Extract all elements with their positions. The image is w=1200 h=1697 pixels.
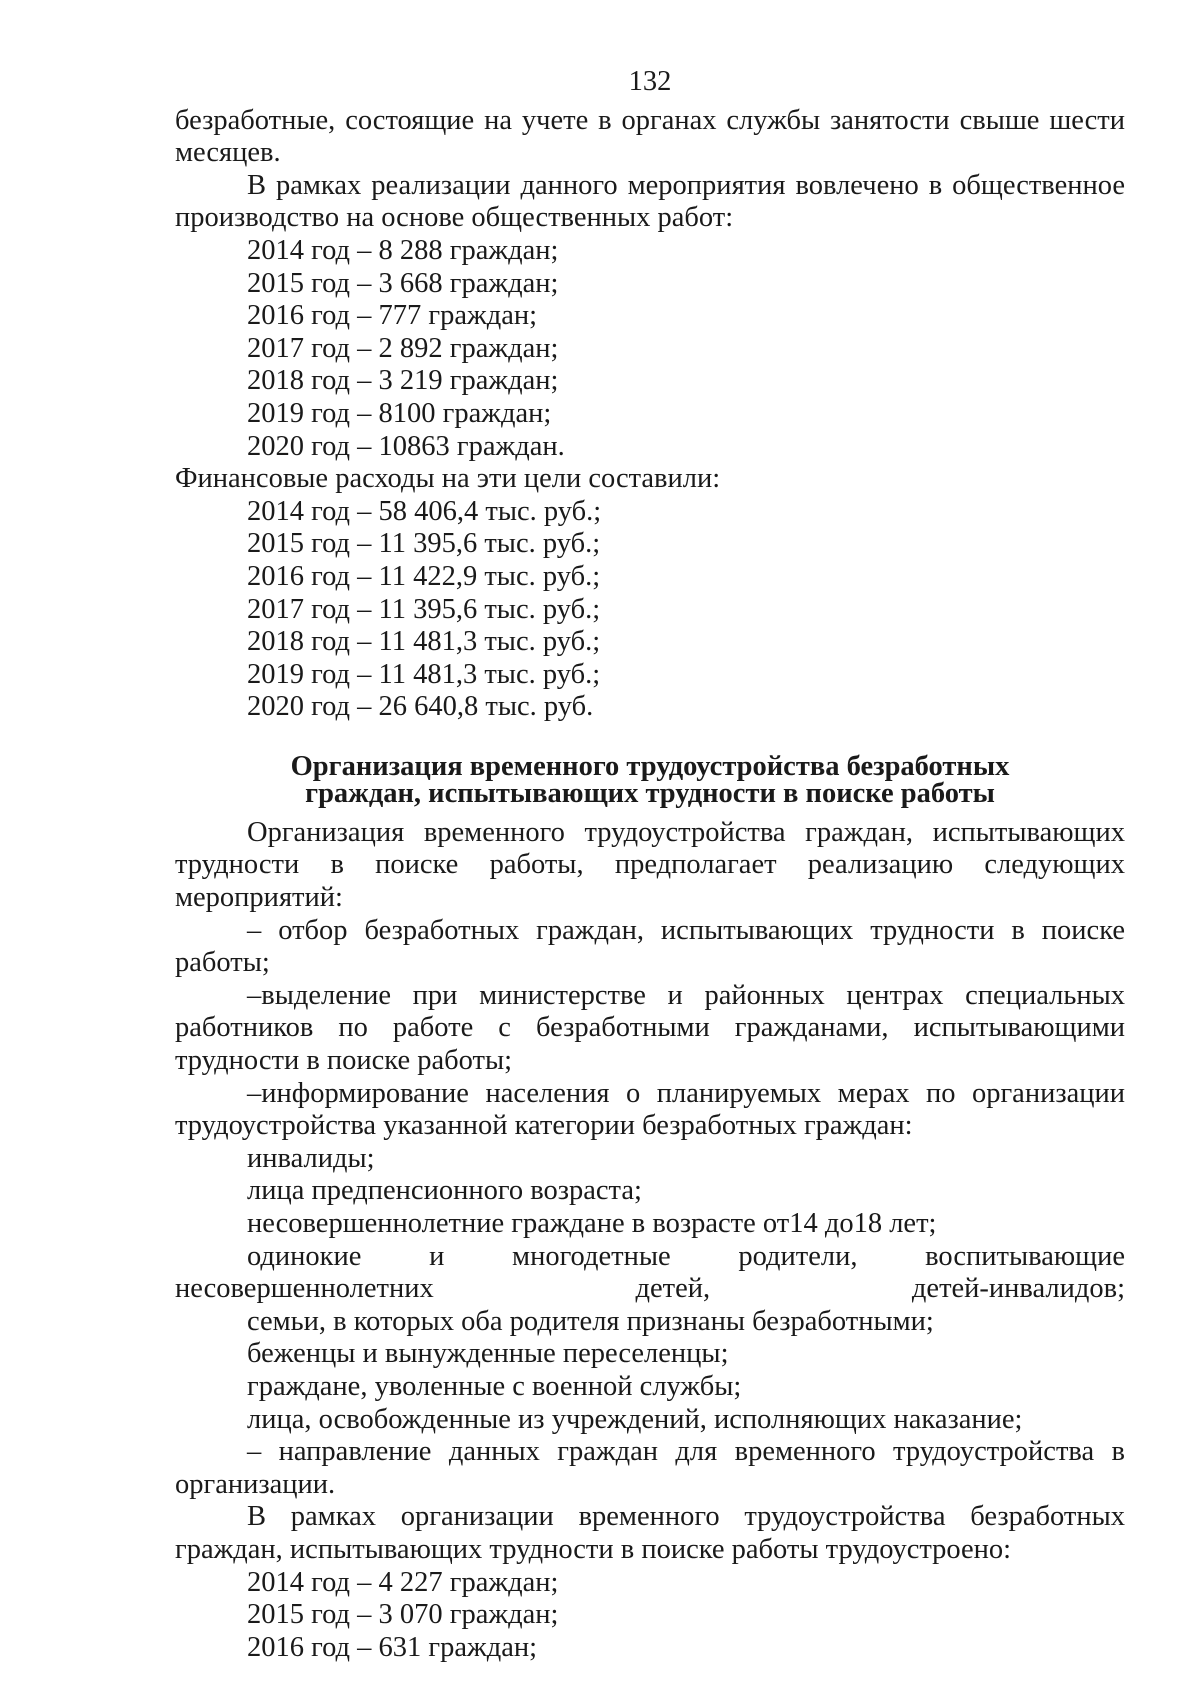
page-number: 132 bbox=[628, 66, 672, 97]
employed-paragraph: В рамках организации временного трудоустройства безработных граждан, испытывающих трудности в поиске работы трудоустроено: bbox=[175, 1501, 1125, 1565]
list-item: 2014 год – 4 227 граждан; bbox=[247, 1566, 559, 1598]
finance-heading: Финансовые расходы на эти цели составили: bbox=[175, 463, 721, 495]
section-heading-line-2: граждан, испытывающих трудности в поиске работы bbox=[305, 777, 995, 809]
list-item: инвалиды; bbox=[247, 1142, 375, 1174]
list-item: граждане, уволенные с военной службы; bbox=[247, 1370, 742, 1402]
list-item: 2014 год – 58 406,4 тыс. руб.; bbox=[247, 495, 602, 527]
bullet-informing: –информирование населения о планируемых мерах по организации трудоустройства указанной категории безработных граждан: bbox=[175, 1077, 1125, 1142]
list-item: 2015 год – 3 668 граждан; bbox=[247, 267, 559, 299]
section-heading bbox=[175, 750, 1125, 809]
public-works-paragraph: В рамках реализации данного мероприятия вовлечено в общественное производство на основе общественных работ: bbox=[175, 169, 1125, 234]
list-item: 2014 год – 8 288 граждан; bbox=[247, 234, 559, 266]
list-item: лица, освобожденные из учреждений, исполняющих наказание; bbox=[247, 1403, 1023, 1435]
public-works-list bbox=[175, 235, 1125, 463]
document-page bbox=[175, 66, 1125, 1664]
bullet-direction: – направление данных граждан для временного трудоустройства в организации. bbox=[175, 1436, 1125, 1500]
bullet-selection: – отбор безработных граждан, испытывающих трудности в поиске работы; bbox=[175, 914, 1125, 979]
list-item: 2019 год – 11 481,3 тыс. руб.; bbox=[247, 658, 601, 690]
category-list bbox=[175, 1143, 1125, 1436]
section-heading-line-1: Организация временного трудоустройства безработных bbox=[290, 750, 1010, 782]
intro-paragraph: безработные, состоящие на учете в органах службы занятости свыше шести месяцев. bbox=[175, 104, 1125, 169]
list-item: 2015 год – 11 395,6 тыс. руб.; bbox=[247, 528, 601, 560]
list-item: беженцы и вынужденные переселенцы; bbox=[247, 1338, 729, 1370]
list-item: 2020 год – 26 640,8 тыс. руб. bbox=[247, 691, 594, 723]
list-item: 2016 год – 777 граждан; bbox=[247, 300, 538, 332]
list-item: 2018 год – 11 481,3 тыс. руб.; bbox=[247, 626, 601, 658]
list-item: 2017 год – 11 395,6 тыс. руб.; bbox=[247, 593, 601, 625]
employed-list bbox=[175, 1567, 1125, 1665]
bullet-allocation: –выделение при министерстве и районных центрах специальных работников по работе с безработными гражданами, испытывающими трудности в поиске работы; bbox=[175, 979, 1125, 1077]
list-item: 2019 год – 8100 граждан; bbox=[247, 397, 552, 429]
list-item: 2018 год – 3 219 граждан; bbox=[247, 365, 559, 397]
list-item: лица предпенсионного возраста; bbox=[247, 1175, 642, 1207]
finance-list bbox=[175, 496, 1125, 724]
list-item: 2016 год – 631 граждан; bbox=[247, 1631, 538, 1663]
list-item: 2020 год – 10863 граждан. bbox=[247, 430, 565, 462]
list-item: несовершеннолетние граждане в возрасте от14 до18 лет; bbox=[247, 1208, 937, 1239]
list-item: 2017 год – 2 892 граждан; bbox=[247, 332, 559, 364]
list-item: семьи, в которых оба родителя признаны безработными; bbox=[247, 1305, 934, 1337]
organization-paragraph: Организация временного трудоустройства граждан, испытывающих трудности в поиске работы, предполагает реализацию следующих мероприятий: bbox=[175, 816, 1125, 914]
list-item: 2015 год – 3 070 граждан; bbox=[247, 1599, 559, 1631]
list-item: 2016 год – 11 422,9 тыс. руб.; bbox=[247, 560, 601, 592]
list-item: одинокие и многодетные родители, воспитывающие несовершеннолетних детей, детей-инвалидов; bbox=[175, 1240, 1125, 1305]
